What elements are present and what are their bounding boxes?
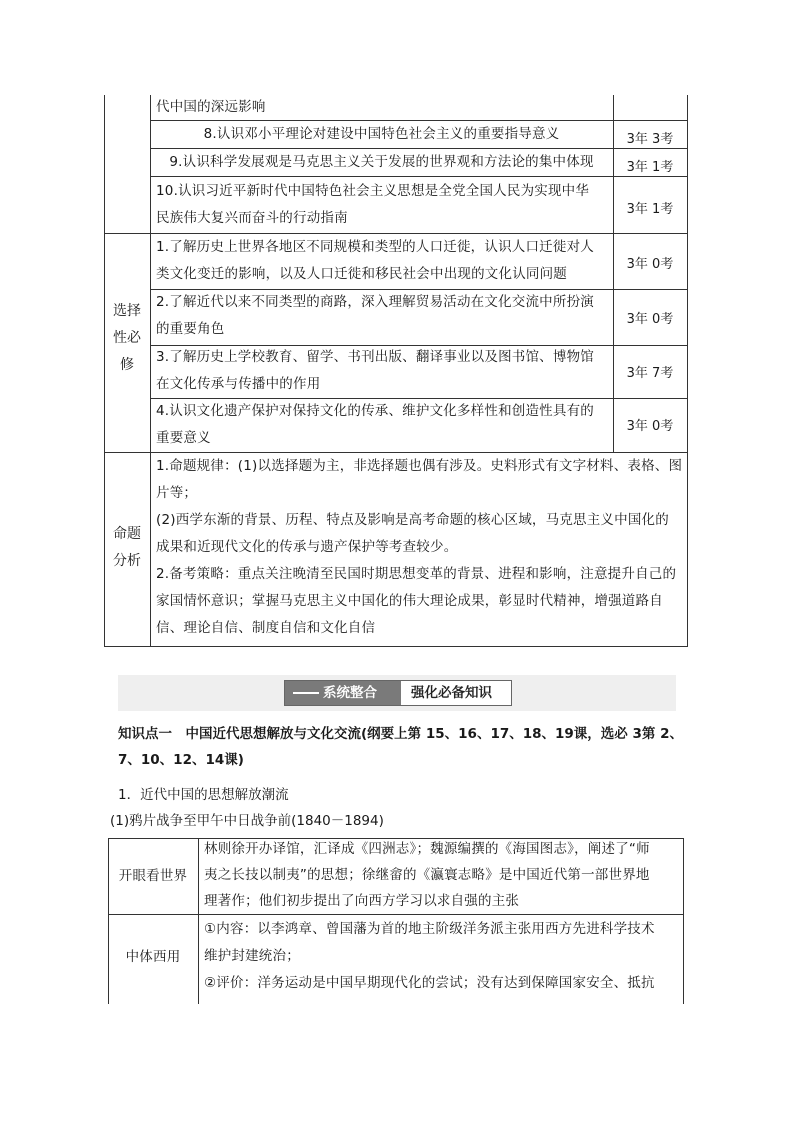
exam-count: 3年 0考 (626, 419, 674, 434)
analysis-line: 成果和近现代文化的传承与遗产保护等考查较少。 (156, 539, 458, 555)
analysis-line: 2.备考策略：重点关注晚清至民国时期思想变革的背景、进程和影响，注意提升自己的 (156, 566, 677, 582)
row-content: ②评价：洋务运动是中国早期现代化的尝试；没有达到保障国家安全、抵抗 (204, 975, 655, 991)
row-label: 中体西用 (125, 949, 181, 965)
req-text: 10.认识习近平新时代中国特色社会主义思想是全党全国人民为实现中华 (156, 183, 590, 199)
banner-left-tab: 系统整合 (285, 681, 401, 705)
thought-table (108, 838, 684, 1004)
exam-count: 3年 7考 (626, 366, 674, 381)
req-text: 代中国的深远影响 (156, 99, 266, 115)
knowledge-point-title-cont: 7、10、12、14课) (118, 752, 244, 768)
req-text: 的重要角色 (156, 321, 225, 337)
subsection-heading: (1)鸦片战争至甲午中日战争前(1840－1894) (110, 813, 384, 829)
analysis-label: 命题 分析 (113, 526, 141, 569)
analysis-line: 家国情怀意识；掌握马克思主义中国化的伟大理论成果，彰显时代精神，增强道路自 (156, 593, 663, 609)
knowledge-point-title: 知识点一 中国近代思想解放与文化交流(纲要上第 15、16、17、18、19课，选必 3第 2、 (118, 726, 683, 742)
req-text: 民族伟大复兴而奋斗的行动指南 (156, 210, 348, 226)
req-text: 9.认识科学发展观是马克思主义关于发展的世界观和方法论的集中体现 (169, 154, 594, 170)
analysis-line: (2)西学东渐的背景、历程、特点及影响是高考命题的核心区域，马克思主义中国化的 (156, 512, 669, 528)
exam-count: 3年 3考 (626, 132, 674, 147)
row-content: 夷之长技以制夷”的思想；徐继畲的《瀛寰志略》是中国近代第一部世界地 (204, 867, 650, 883)
req-text: 在文化传承与传播中的作用 (156, 376, 321, 392)
analysis-line: 信、理论自信、制度自信和文化自信 (156, 620, 376, 636)
req-text: 重要意义 (156, 430, 211, 446)
req-text: 2.了解近代以来不同类型的商路，深入理解贸易活动在文化交流中所扮演 (156, 294, 594, 310)
analysis-line: 1.命题规律：(1)以选择题为主，非选择题也偶有涉及。史料形式有文字材料、表格、图 (156, 458, 683, 474)
req-text: 3.了解历史上学校教育、留学、书刊出版、翻译事业以及图书馆、博物馆 (156, 349, 594, 365)
banner-right-text: 强化必备知识 (411, 685, 492, 701)
exam-count: 3年 0考 (626, 312, 674, 327)
requirements-table (104, 95, 688, 647)
row-content: 林则徐开办译馆，汇译成《四洲志》；魏源编撰的《海国图志》，阐述了“师 (204, 841, 650, 857)
req-text: 4.认识文化遗产保护对保持文化的传承、维护文化多样性和创造性具有的 (156, 403, 594, 419)
elective-label: 选择 性必 修 (113, 303, 141, 373)
row-content: ①内容：以李鸿章、曾国藩为首的地主阶级洋务派主张用西方先进科学技术 (204, 921, 655, 937)
analysis-line: 片等； (156, 485, 198, 501)
row-content: 维护封建统治； (204, 948, 300, 964)
row-content: 理著作；他们初步提出了向西方学习以求自强的主张 (204, 893, 520, 909)
exam-count: 3年 1考 (626, 202, 674, 217)
exam-count: 3年 0考 (626, 257, 674, 272)
req-text: 类文化变迁的影响，以及人口迁徙和移民社会中出现的文化认同问题 (156, 266, 567, 282)
exam-count: 3年 1考 (626, 160, 674, 175)
section-banner (118, 675, 676, 711)
row-label: 开眼看世界 (118, 868, 188, 884)
section-heading: 1．近代中国的思想解放潮流 (118, 787, 289, 803)
req-text: 1.了解历史上世界各地区不同规模和类型的人口迁徙，认识人口迁徙对人 (156, 239, 594, 255)
req-text: 8.认识邓小平理论对建设中国特色社会主义的重要指导意义 (203, 126, 560, 142)
